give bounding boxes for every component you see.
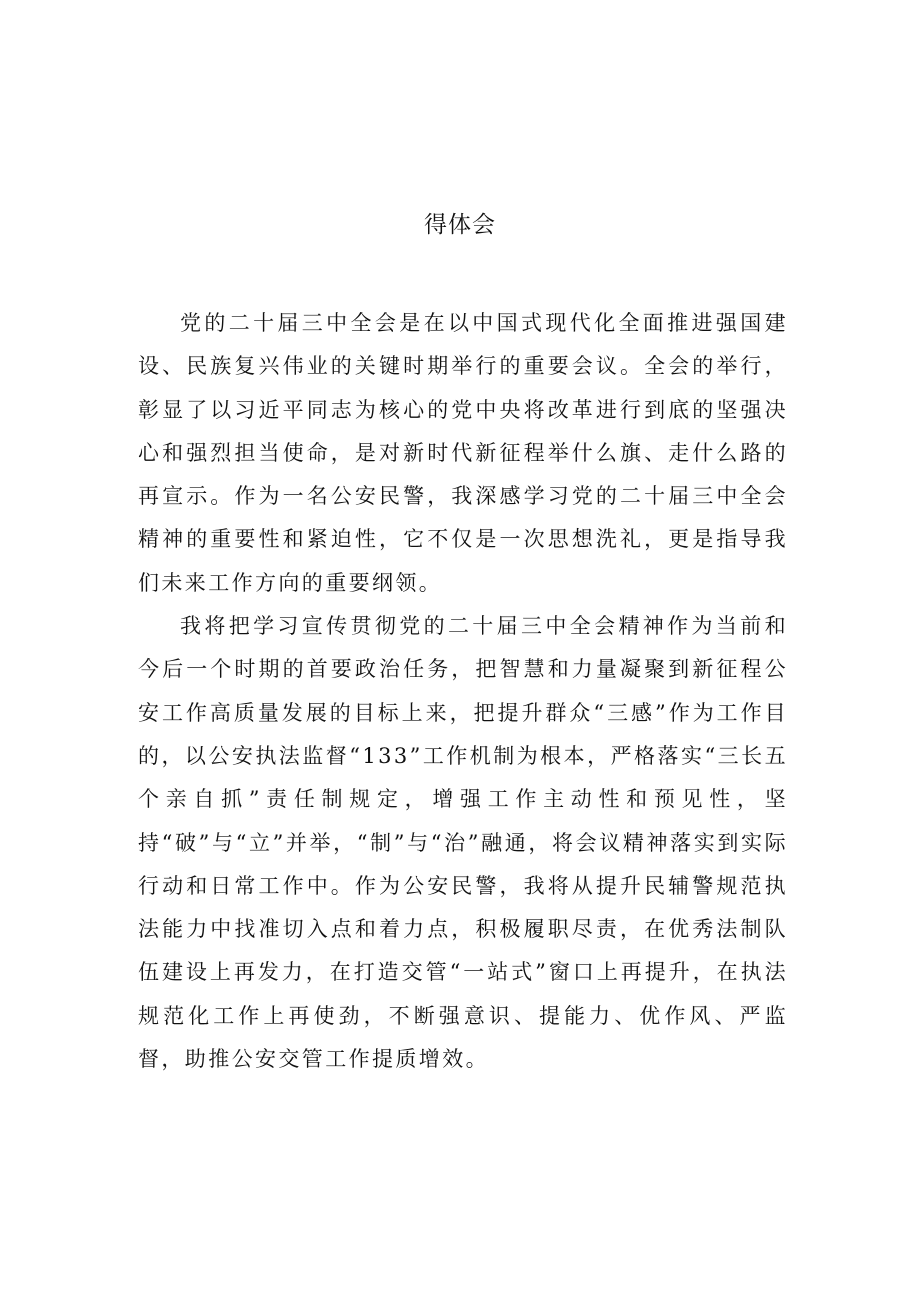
document-body [138, 302, 788, 1081]
document-title: 得体会 [424, 212, 496, 238]
paragraph: 我将把学习宣传贯彻党的二十届三中全会精神作为当前和今后一个时期的首要政治任务，把智慧和力量凝聚到新征程公安工作高质量发展的目标上来，把提升群众“三感”作为工作目的，以公安执法监督“133”工作机制为根本，严格落实“三长五个亲自抓”责任制规定，增强工作主动性和预见性，坚持“破”与“立”并举，“制”与“治”融通，将会议精神落实到实际行动和日常工作中。作为公安民警，我将从提升民辅警规范执法能力中找准切入点和着力点，积极履职尽责，在优秀法制队伍建设上再发力，在打造交管“一站式”窗口上再提升，在执法规范化工作上再使劲，不断强意识、提能力、优作风、严监督，助推公安交管工作提质增效。 [138, 614, 788, 1072]
paragraph: 党的二十届三中全会是在以中国式现代化全面推进强国建设、民族复兴伟业的关键时期举行的重要会议。全会的举行，彰显了以习近平同志为核心的党中央将改革进行到底的坚强决心和强烈担当使命，是对新时代新征程举什么旗、走什么路的再宣示。作为一名公安民警，我深感学习党的二十届三中全会精神的重要性和紧迫性，它不仅是一次思想洗礼，更是指导我们未来工作方向的重要纲领。 [138, 311, 788, 595]
